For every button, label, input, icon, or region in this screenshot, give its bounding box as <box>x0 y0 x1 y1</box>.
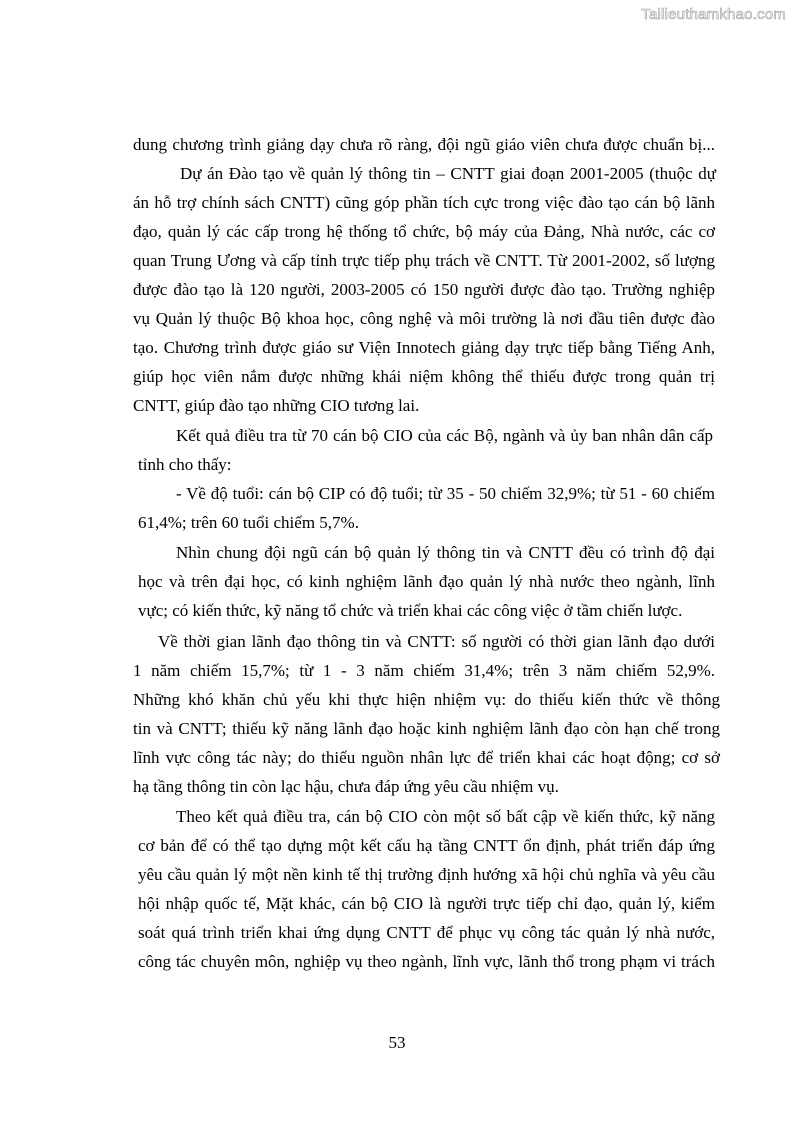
page-number: 53 <box>388 1033 406 1052</box>
text-line: hạ tầng thông tin còn lạc hậu, chưa đáp ứng yêu cầu nhiệm vụ. <box>133 777 559 796</box>
text-line: học và trên đại học, có kinh nghiệm lãnh đạo quản lý nhà nước theo ngành, lĩnh <box>138 572 715 591</box>
text-line: tạo. Chương trình được giáo sư Viện Innotech giảng dạy trực tiếp bằng Tiếng Anh, <box>133 338 715 357</box>
text-line: hội nhập quốc tế, Mặt khác, cán bộ CIO là người trực tiếp chỉ đạo, quản lý, kiểm <box>138 894 715 913</box>
text-line: án hỗ trợ chính sách CNTT) cũng góp phần tích cực trong việc đào tạo cán bộ lãnh <box>133 193 715 212</box>
text-line: - Về độ tuổi: cán bộ CIP có độ tuổi; từ 35 - 50 chiếm 32,9%; từ 51 - 60 chiếm <box>176 484 715 503</box>
text-line: Theo kết quả điều tra, cán bộ CIO còn một số bất cập về kiến thức, kỹ năng <box>176 807 715 826</box>
watermark: Tailieuthamkhao.com <box>641 6 786 23</box>
text-line: Về thời gian lãnh đạo thông tin và CNTT: số người có thời gian lãnh đạo dưới <box>158 632 715 651</box>
text-line: tin và CNTT; thiếu kỹ năng lãnh đạo hoặc kinh nghiệm lãnh đạo còn hạn chế trong <box>133 719 720 738</box>
text-line: CNTT, giúp đào tạo những CIO tương lai. <box>133 396 420 415</box>
text-line: Những khó khăn chủ yếu khi thực hiện nhiệm vụ: do thiếu kiến thức về thông <box>133 690 720 709</box>
text-line: đạo, quản lý các cấp trong hệ thống tổ chức, bộ máy của Đảng, Nhà nước, các cơ <box>133 222 715 241</box>
text-line: giúp học viên nắm được những khái niệm không thể thiếu được trong quản trị <box>133 367 715 386</box>
text-line: Dự án Đào tạo về quản lý thông tin – CNTT giai đoạn 2001-2005 (thuộc dự <box>180 164 716 183</box>
text-line: vực; có kiến thức, kỹ năng tổ chức và triển khai các công việc ở tầm chiến lược. <box>138 601 683 620</box>
text-line: vụ Quản lý thuộc Bộ khoa học, công nghệ và môi trường là nơi đầu tiên được đào <box>133 309 715 328</box>
text-line: Nhìn chung đội ngũ cán bộ quản lý thông tin và CNTT đều có trình độ đại <box>176 543 715 562</box>
text-line: dung chương trình giảng dạy chưa rõ ràng, đội ngũ giáo viên chưa được chuẩn bị... <box>133 135 715 154</box>
text-line: tỉnh cho thấy: <box>138 455 232 474</box>
text-line: 1 năm chiếm 15,7%; từ 1 - 3 năm chiếm 31,4%; trên 3 năm chiếm 52,9%. <box>133 661 715 680</box>
text-line: 61,4%; trên 60 tuổi chiếm 5,7%. <box>138 513 359 532</box>
text-line: cơ bản để có thể tạo dựng một kết cấu hạ tầng CNTT ổn định, phát triển đáp ứng <box>138 836 715 855</box>
text-line: công tác chuyên môn, nghiệp vụ theo ngành, lĩnh vực, lãnh thổ trong phạm vi trách <box>138 952 715 971</box>
text-line: soát quá trình triển khai ứng dụng CNTT để phục vụ công tác quản lý nhà nước, <box>138 923 715 942</box>
text-line: Kết quả điều tra từ 70 cán bộ CIO của các Bộ, ngành và ủy ban nhân dân cấp <box>176 426 713 445</box>
text-line: quan Trung Ương và cấp tỉnh trực tiếp phụ trách về CNTT. Từ 2001-2002, số lượng <box>133 251 715 270</box>
text-line: lĩnh vực công tác này; do thiếu nguồn nhân lực để triển khai các hoạt động; cơ sở <box>133 748 720 767</box>
text-line: được đào tạo là 120 người, 2003-2005 có 150 người được đào tạo. Trường nghiệp <box>133 280 715 299</box>
text-line: yêu cầu quản lý một nền kinh tế thị trường định hướng xã hội chủ nghĩa và yêu cầu <box>138 865 715 884</box>
